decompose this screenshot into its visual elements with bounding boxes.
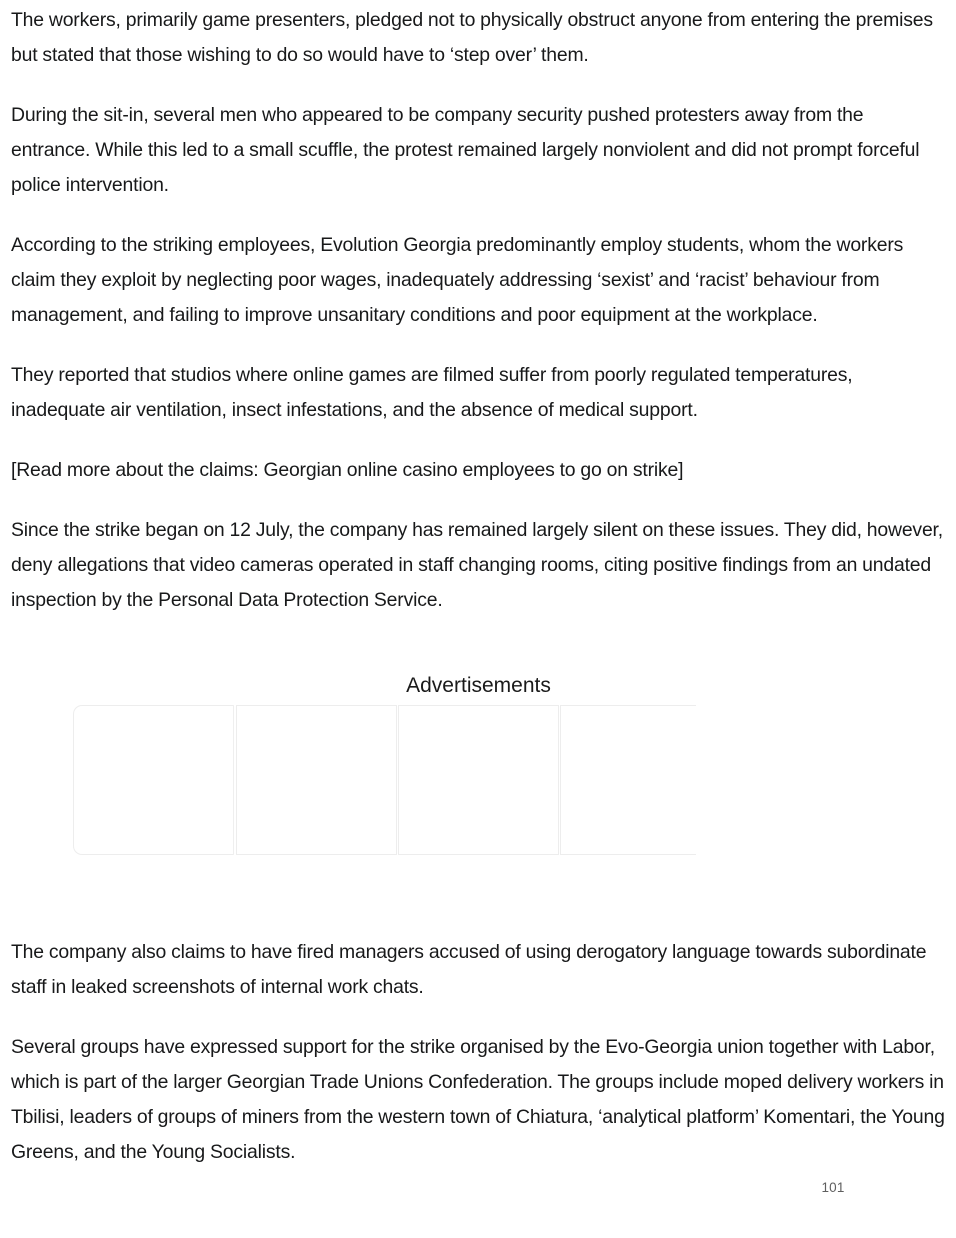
paragraph: The company also claims to have fired managers accused of using derogatory language towards subordinate staff in leaked screenshots of internal work chats. (11, 941, 927, 998)
advertisements-heading: Advertisements (406, 674, 551, 697)
advertisement-slot[interactable] (236, 705, 397, 855)
paragraph: Several groups have expressed support for the strike organised by the Evo-Georgia union together with Labor, which is part of the larger Georgian Trade Unions Confederation. The groups include moped delivery workers in Tbilisi, leaders of groups of miners from the western town of Chiatura, ‘analytical platform’ Komentari, the Young Greens, and the Young Socialists. (11, 1036, 945, 1163)
article-body-top (11, 0, 945, 643)
paragraph: They reported that studios where online games are filmed suffer from poorly regulated temperatures, inadequate air ventilation, insect infestations, and the absence of medical support. (11, 364, 853, 421)
advertisement-slot[interactable] (398, 705, 559, 855)
paragraph: According to the striking employees, Evolution Georgia predominantly employ students, whom the workers claim they exploit by neglecting poor wages, inadequately addressing ‘sexist’ and ‘racist’ behaviour from management, and failing to improve unsanitary conditions and poor equipment at the workplace. (11, 234, 904, 326)
paragraph-read-more-link[interactable]: [Read more about the claims: Georgian online casino employees to go on strike] (11, 459, 684, 481)
paragraph: Since the strike began on 12 July, the company has remained largely silent on these issues. They did, however, deny allegations that video cameras operated in staff changing rooms, citing positive findings from an undated inspection by the Personal Data Protection Service. (11, 519, 943, 611)
paragraph: The workers, primarily game presenters, pledged not to physically obstruct anyone from entering the premises but stated that those wishing to do so would have to ‘step over’ them. (11, 9, 933, 66)
advertisement-slot-strip (73, 705, 696, 855)
page-number: 101 (821, 1180, 845, 1195)
advertisement-slot[interactable] (73, 705, 234, 855)
advertisement-slot[interactable] (560, 705, 696, 855)
article-body-bottom (11, 932, 945, 1195)
paragraph: During the sit-in, several men who appeared to be company security pushed protesters away from the entrance. While this led to a small scuffle, the protest remained largely nonviolent and did not prompt forceful police intervention. (11, 104, 920, 196)
